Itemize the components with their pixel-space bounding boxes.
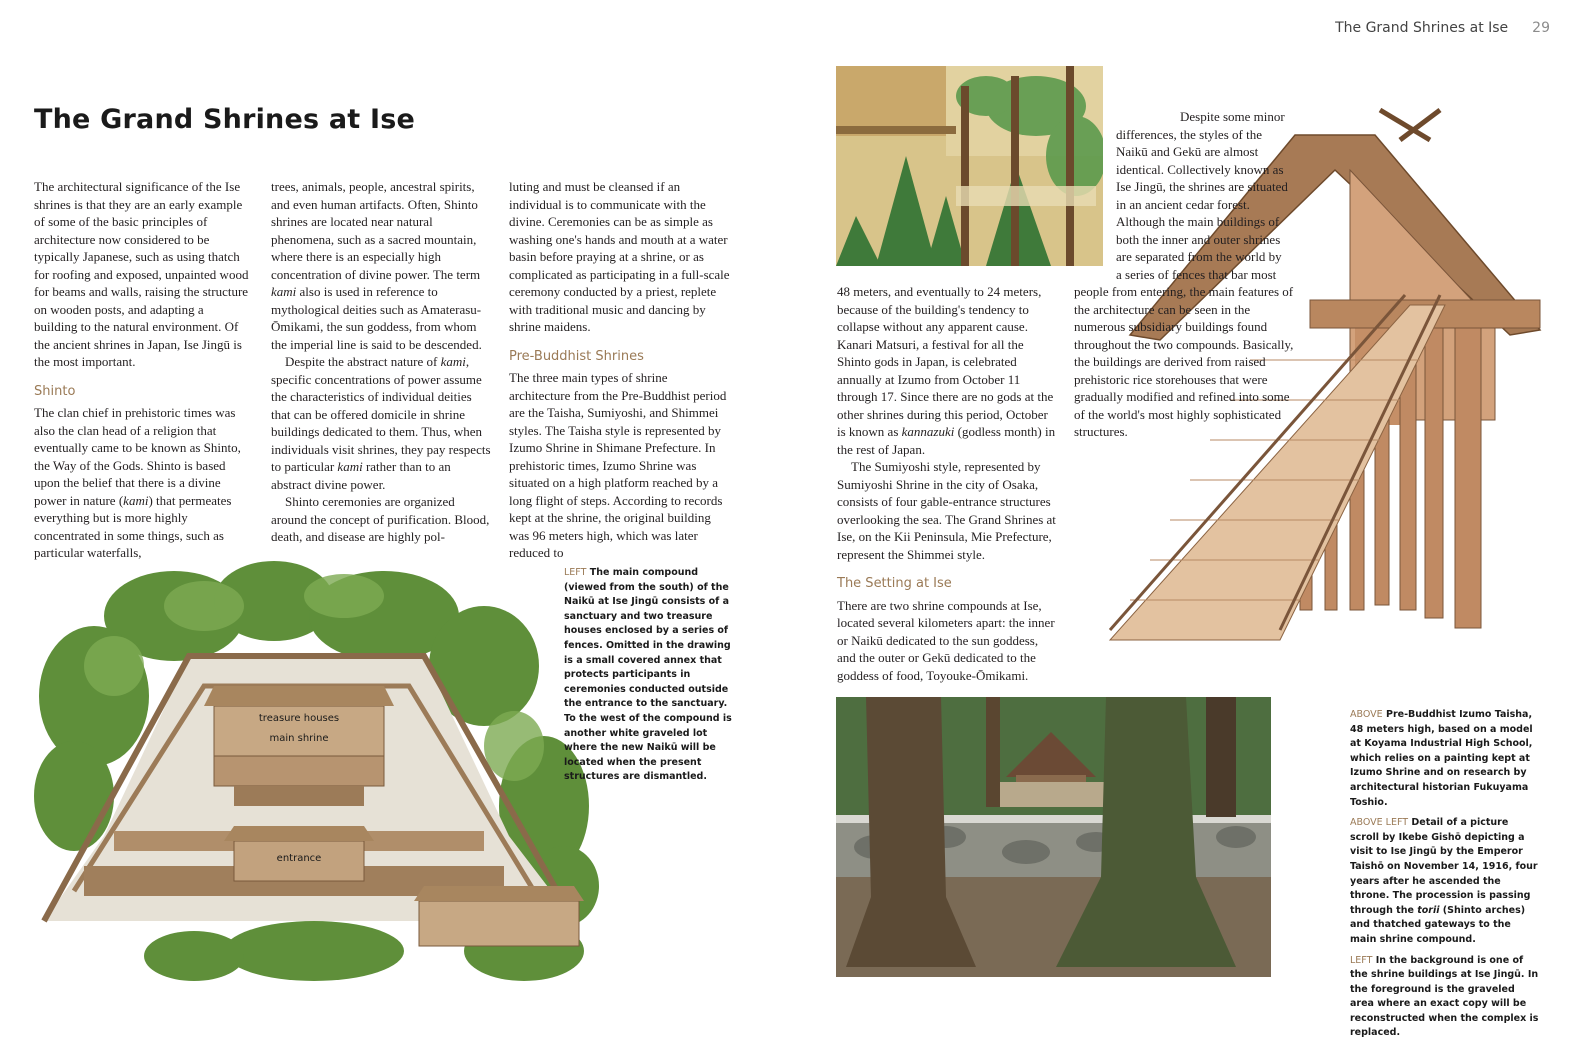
page-title: The Grand Shrines at Ise [34, 104, 415, 135]
paragraph: The clan chief in prehistoric times was also the clan head of a religion that eventually came to be known as Shinto, the Way of the Gods. Shinto is based upon the belief that there is a divine power in nature (kami) that permeates everything but is more highly concentrated in some things, such as particular waterfalls, [34, 405, 241, 560]
caption-izumo: ABOVE Pre-Buddhist Izumo Taisha, 48 meters high, based on a model at Koyama Industrial High School, which relies on a painting kept at Izumo Shrine and on research by architectural historian Fukuyama Toshio. [1350, 709, 1533, 808]
caption-compound: LEFT The main compound (viewed from the south) of the Naikū at Ise Jingū consists of a sanctuary and two treasure houses enclosed by a series of fences. Omitted in the drawing is a small covered annex that protects participants in ceremonies conducted outside the entrance to the sanctuary. To the west of the compound is another white graveled lot where the new Naikū will be located when the present structures are dismantled. [564, 567, 732, 783]
text-column-2 [271, 178, 493, 546]
label-main-shrine: main shrine [269, 733, 329, 744]
text-column-1 [34, 178, 250, 562]
captions-right [1350, 708, 1540, 1047]
caption-keyword: LEFT [564, 567, 587, 578]
caption-photo: LEFT In the background is one of the shrine buildings at Ise Jingū. In the foreground is the graveled area where an exact copy will be reconstructed when the complex is replaced. [1350, 954, 1539, 1039]
forest-shrine-photo [836, 697, 1271, 977]
paragraph: The Sumiyoshi style, represented by Sumiyoshi Shrine in the city of Osaka, consists of four gable-entrance structures overlooking the sea. The Grand Shrines at Ise, on the Kii Peninsula, Mie Prefecture, represent the Shimmei style. [837, 459, 1056, 562]
compound-illustration [14, 556, 604, 986]
running-head [1300, 20, 1550, 42]
paragraph: Despite some minor differences, the styles of the Naikū and Gekū are almost identical. Collectively known as Ise Jingū, the shrines are situated in an ancient cedar forest. Although the main buildings of both the inner and outer shrines are separated from the world by a series of fences that bar most people from entering, the main features of the architecture can be seen in the numerous subsidiary buildings found throughout the two compounds. Basically, the buildings are derived from raised prehistoric rice storehouses that were gradually modified and refined into some of the world's most highly sophisticated structures. [1074, 109, 1294, 439]
paragraph: 48 meters, and eventually to 24 meters, because of the building's tendency to collapse without any apparent cause. Kanari Matsuri, a festival for all the Shinto gods in Japan, is celebrated annually at Izumo from October 11 through 17. Since there are no gods at the other shrines during this period, October is known as kannazuki (godless month) in the rest of Japan. [837, 284, 1056, 457]
paragraph: Shinto ceremonies are organized around the concept of purification. Blood, death, and disease are highly pol- [271, 494, 490, 544]
scroll-painting-image [836, 66, 1103, 266]
section-heading-prebuddhist: Pre-Buddhist Shrines [509, 348, 644, 364]
paragraph: The architectural significance of the Ise shrines is that they are an early example of some of the basic principles of architecture now considered to be typically Japanese, such as using thatch for roofing and exposed, unpainted wood for beams and walls, raising the structure on wooden posts, and adapting a building to the natural environment. Of the ancient shrines in Japan, Ise Jingū is the most important. [34, 179, 249, 369]
caption-keyword: ABOVE [1350, 709, 1383, 720]
paragraph: There are two shrine compounds at Ise, located several kilometers apart: the inner or Naikū dedicated to the sun goddess, and the outer or Gekū dedicated to the goddess of food, Toyouke-Ōmikami. [837, 597, 1055, 683]
text-column-5 [1074, 108, 1294, 441]
caption-keyword: ABOVE LEFT [1350, 817, 1409, 829]
label-entrance: entrance [276, 853, 322, 864]
section-heading-shinto: Shinto [34, 383, 76, 399]
running-head-title: The Grand Shrines at Ise [1335, 20, 1509, 36]
caption-keyword: LEFT [1350, 954, 1373, 966]
paragraph: trees, animals, people, ancestral spirits, and even human artifacts. Often, Shinto shrines are located near natural phenomena, such as a sacred mountain, where there is an especially high concentration of divine power. The term kami also is used in reference to mythological deities such as Amaterasu-Ōmikami, the sun goddess, from whom the imperial line is said to be descended. [271, 179, 482, 352]
section-heading-setting: The Setting at Ise [837, 576, 952, 591]
paragraph: Despite the abstract nature of kami, specific concentrations of power assume the characteristics of individual deities that can be offered domicile in shrine buildings dedicated to them. Thus, when individuals visit shrines, they pay respects to particular kami rather than to an abstract divine power. [271, 354, 491, 492]
paragraph: luting and must be cleansed if an individual is to communicate with the divine. Ceremonies can be as simple as washing one's hands and mouth at a water basin before praying at a shrine, or as complicated as participating in a full-scale ceremony conducted by a priest, replete with traditional music and dancing by shrine maidens. [509, 179, 730, 334]
paragraph: The three main types of shrine architecture from the Pre-Buddhist period are the Taisha, Sumiyoshi, and Shimmei styles. The Taisha style is represented by Izumo Shrine in Shimane Prefecture. In prehistoric times, Izumo Shrine was situated on a high platform reached by a long flight of steps. According to records kept at the shrine, the original building was 96 meters high, which was later reduced to [509, 370, 727, 560]
text-column-4 [837, 283, 1059, 684]
label-treasure-houses: treasure houses [258, 713, 340, 724]
text-column-3 [509, 178, 731, 562]
caption-scroll: ABOVE LEFT Detail of a picture scroll by Ikebe Gishō depicting a visit to Ise Jingū by the Emperor Taishō on November 14, 1916, four years after he ascended the throne. The procession is passing through the torii (Shinto arches) and thatched gateways to the main shrine compound. [1350, 817, 1538, 945]
page-number: 29 [1532, 20, 1550, 36]
